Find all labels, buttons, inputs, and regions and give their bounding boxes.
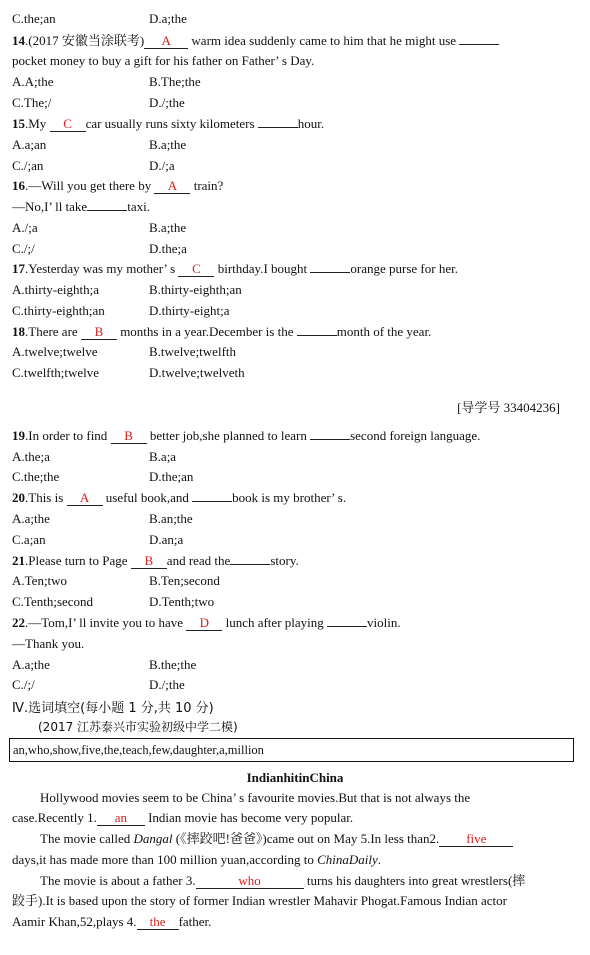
q17-blank: [310, 272, 350, 273]
passage-p3-line1: [40, 873, 525, 889]
q18-option-c: C.twelfth;twelve: [12, 365, 100, 380]
passage-p1-line2: [12, 810, 353, 826]
q22-text-2: lunch after playing: [222, 615, 328, 630]
q19-number: 19: [12, 428, 25, 443]
passage-text: Indian movie has become very popular.: [144, 810, 354, 825]
q19-text-3: second foreign language.: [350, 428, 481, 443]
passage-text: father.: [178, 914, 212, 929]
q22-options-ab: [12, 657, 197, 673]
q17-option-c: C.thirty-eighth;an: [12, 303, 105, 318]
q18-option-a: A.twelve;twelve: [12, 344, 98, 359]
q22-text-3: violin.: [367, 615, 401, 630]
blank-2-answer: five: [439, 832, 513, 847]
q21-blank: [230, 564, 270, 565]
q14-option-d: D./;the: [149, 95, 185, 110]
q14-text-2: warm idea suddenly came to him that he might use: [188, 33, 460, 48]
q22-blank: [327, 626, 367, 627]
q13-option-c: C.the;an: [12, 11, 56, 26]
q20-option-b: B.an;the: [149, 511, 193, 526]
word-box: [9, 738, 574, 762]
q22-stem-line2: —Thank you.: [12, 636, 85, 651]
q16-options-ab: [12, 220, 187, 236]
q22-options-cd: [12, 677, 185, 693]
q22-answer: D: [186, 616, 222, 631]
q17-option-d: D.thirty-eight;a: [149, 303, 230, 318]
q14-blank: [459, 44, 499, 45]
passage-p3-line3: [12, 914, 211, 930]
q14-options-cd: [12, 95, 185, 111]
q15-text-2: car usually runs sixty kilometers: [85, 116, 258, 131]
q22-option-d: D./;the: [149, 677, 185, 692]
q14-answer: A: [144, 34, 188, 49]
q20-text-3: book is my brother’ s.: [232, 490, 347, 505]
q20-text-2: useful book,and: [102, 490, 193, 505]
q22-option-c: C./;/: [12, 677, 35, 692]
passage-text: case.Recently 1.: [12, 810, 97, 825]
q21-text-3: story.: [270, 553, 299, 568]
blank-1-answer: an: [97, 811, 145, 826]
q19-blank: [310, 439, 350, 440]
passage-text: .: [377, 852, 381, 867]
q15-option-a: A.a;an: [12, 137, 47, 152]
q16-reply-2: taxi.: [127, 199, 150, 214]
q15-option-b: B.a;the: [149, 137, 187, 152]
passage-title: IndianhitinChina: [246, 770, 344, 785]
q18-text: .There are: [25, 324, 81, 339]
q20-options-ab: [12, 511, 193, 527]
q21-option-d: D.Tenth;two: [149, 594, 215, 609]
q14-text: .(2017 安徽当涂联考): [25, 33, 145, 48]
passage-text: turns his daughters into great wrestlers(摔: [303, 873, 526, 888]
passage-text: (《摔跤吧!爸爸》)came out on May 5.In less than2.: [172, 831, 440, 846]
q22-option-a: A.a;the: [12, 657, 50, 672]
blank-4-answer: the: [137, 915, 179, 930]
q16-blank: [87, 210, 127, 211]
q16-option-c: C./;/: [12, 241, 35, 256]
q19-option-d: D.the;an: [149, 469, 194, 484]
q14-number: 14: [12, 33, 25, 48]
q19-options-ab: [12, 449, 177, 465]
q20-options-cd: [12, 532, 184, 548]
blank-3-answer: who: [196, 874, 304, 889]
q21-option-a: A.Ten;two: [12, 573, 68, 588]
q15-blank: [258, 127, 298, 128]
reference-number: [导学号 33404236]: [457, 400, 560, 415]
movie-title: Dangal: [133, 831, 173, 846]
q15-option-d: D./;a: [149, 158, 175, 173]
q20-stem: [12, 490, 346, 506]
q14-option-a: A.A;the: [12, 74, 54, 89]
q21-options-ab: [12, 573, 220, 589]
q15-options-cd: [12, 158, 175, 174]
q17-text-3: orange purse for her.: [350, 261, 458, 276]
q14-option-b: B.The;the: [149, 74, 201, 89]
q14-options-ab: [12, 74, 201, 90]
q20-blank: [192, 501, 232, 502]
word-box-list: an,who,show,five,the,teach,few,daughter,a,million: [13, 743, 264, 757]
q20-number: 20: [12, 490, 25, 505]
q16-option-d: D.the;a: [149, 241, 187, 256]
q16-option-a: A./;a: [12, 220, 38, 235]
q17-number: 17: [12, 261, 25, 276]
passage-p2-line1: [40, 831, 513, 847]
q17-options-ab: [12, 282, 242, 298]
passage-text: Aamir Khan,52,plays 4.: [12, 914, 137, 929]
q18-options-ab: [12, 344, 237, 360]
q18-stem: [12, 324, 431, 340]
q21-answer: B: [131, 554, 167, 569]
q20-option-c: C.a;an: [12, 532, 46, 547]
q16-answer: A: [154, 179, 190, 194]
q20-option-a: A.a;the: [12, 511, 50, 526]
q15-option-c: C./;an: [12, 158, 44, 173]
q19-text: .In order to find: [25, 428, 111, 443]
q17-option-a: A.thirty-eighth;a: [12, 282, 100, 297]
passage-text: The movie is about a father 3.: [40, 873, 196, 888]
q18-option-b: B.twelve;twelfth: [149, 344, 237, 359]
q21-option-c: C.Tenth;second: [12, 594, 94, 609]
section-source: (2017 江苏泰兴市实验初级中学二模): [38, 720, 238, 734]
q20-answer: A: [67, 491, 103, 506]
q21-text-2: and read the: [166, 553, 231, 568]
q19-text-2: better job,she planned to learn: [146, 428, 311, 443]
passage-p3-line2: 跤手).It is based upon the story of former Indian wrestler Mahavir Phogat.Famous Indian actor: [12, 893, 507, 908]
q15-stem: [12, 116, 324, 132]
q17-stem: [12, 261, 458, 277]
q19-option-c: C.the;the: [12, 469, 60, 484]
q19-stem: [12, 428, 480, 444]
q15-answer: C: [50, 117, 86, 132]
q13-options-cd: [12, 11, 187, 27]
q16-text-2: train?: [190, 178, 224, 193]
q15-options-ab: [12, 137, 187, 153]
q17-text: .Yesterday was my mother’ s: [25, 261, 179, 276]
passage-p1-line1: Hollywood movies seem to be China’ s favourite movies.But that is not always the: [40, 790, 471, 805]
q21-number: 21: [12, 553, 25, 568]
q21-stem: [12, 553, 299, 569]
q18-options-cd: [12, 365, 245, 381]
passage-text: days,it has made more than 100 million yuan,according to: [12, 852, 318, 867]
q16-options-cd: [12, 241, 187, 257]
q16-reply: —No,I’ ll take: [12, 199, 88, 214]
q15-text-3: hour.: [297, 116, 325, 131]
q14-stem: [12, 33, 499, 49]
q16-stem-line2: [12, 199, 150, 215]
q17-answer: C: [178, 262, 214, 277]
passage-p2-line2: [12, 852, 381, 868]
q22-option-b: B.the;the: [149, 657, 197, 672]
q21-option-b: B.Ten;second: [149, 573, 220, 588]
q22-number: 22: [12, 615, 25, 630]
q18-option-d: D.twelve;twelveth: [149, 365, 245, 380]
source-name: ChinaDaily: [317, 852, 378, 867]
q14-option-c: C.The;/: [12, 95, 52, 110]
q20-option-d: D.an;a: [149, 532, 184, 547]
q21-text: .Please turn to Page: [25, 553, 131, 568]
q16-stem: [12, 178, 223, 194]
q22-stem: [12, 615, 401, 631]
q19-options-cd: [12, 469, 194, 485]
q17-text-2: birthday.I bought: [214, 261, 311, 276]
q20-text: .This is: [25, 490, 67, 505]
q17-option-b: B.thirty-eighth;an: [149, 282, 242, 297]
q18-number: 18: [12, 324, 25, 339]
q19-option-b: B.a;a: [149, 449, 177, 464]
q21-options-cd: [12, 594, 215, 610]
q18-blank: [297, 335, 337, 336]
q16-number: 16: [12, 178, 25, 193]
q16-option-b: B.a;the: [149, 220, 187, 235]
passage-text: The movie called: [40, 831, 134, 846]
q13-option-d: D.a;the: [149, 11, 187, 26]
q15-text: .My: [25, 116, 50, 131]
q22-text: .—Tom,I’ ll invite you to have: [25, 615, 187, 630]
q14-stem-line2: pocket money to buy a gift for his father on Father’ s Day.: [12, 53, 315, 68]
q18-text-2: months in a year.December is the: [116, 324, 297, 339]
q19-option-a: A.the;a: [12, 449, 50, 464]
q18-answer: B: [81, 325, 117, 340]
q16-text: .—Will you get there by: [25, 178, 155, 193]
q18-text-3: month of the year.: [336, 324, 432, 339]
q17-options-cd: [12, 303, 230, 319]
q15-number: 15: [12, 116, 25, 131]
section-title: Ⅳ.选词填空(每小题 1 分,共 10 分): [12, 701, 214, 716]
q19-answer: B: [111, 429, 147, 444]
